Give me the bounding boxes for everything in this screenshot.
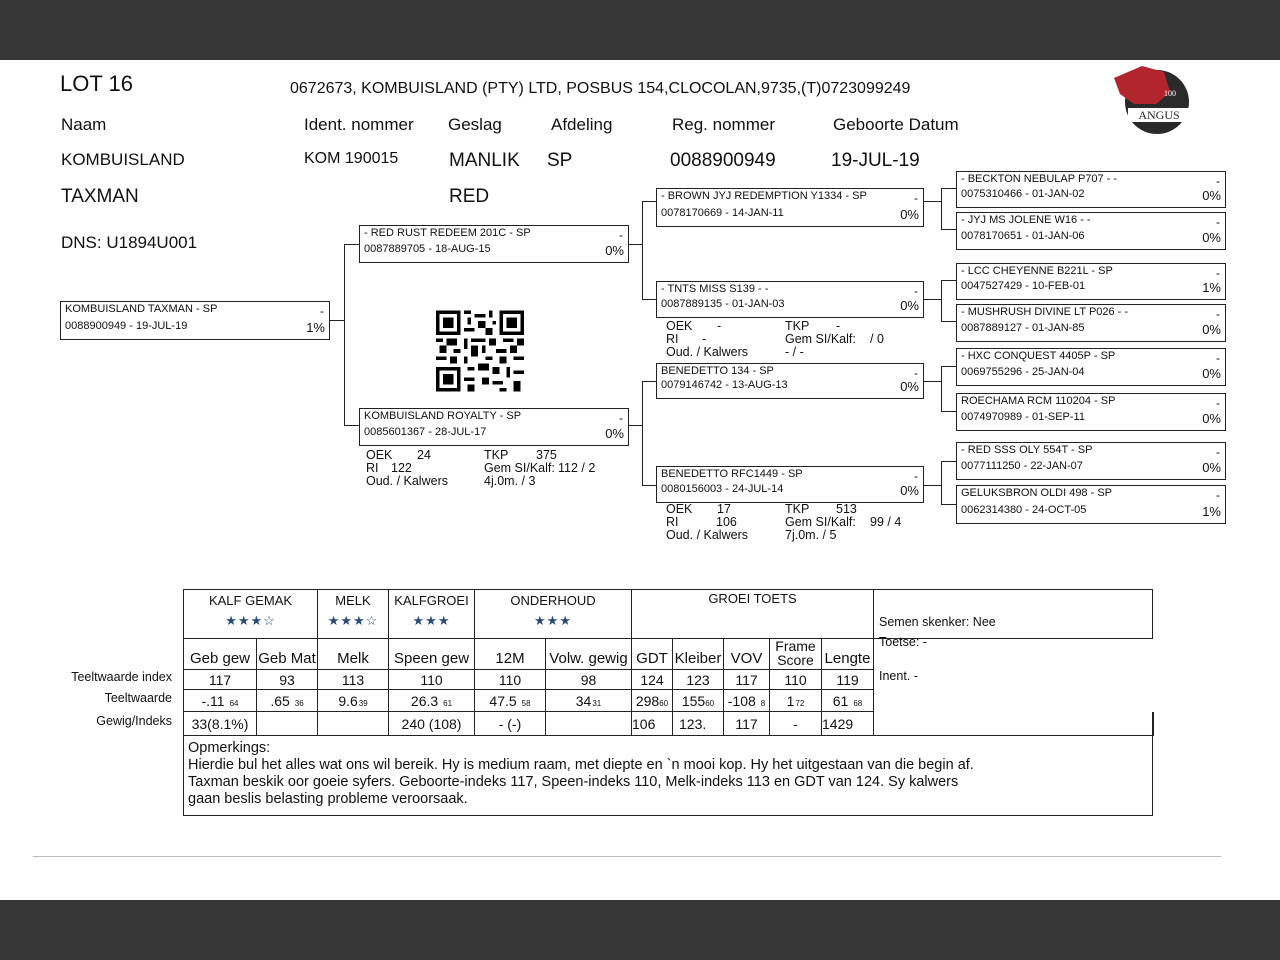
pedigree-sire: - RED RUST REDEEM 201C - SP - 0087889705 - 18-AUG-15 0% bbox=[359, 225, 629, 263]
label-naam: Naam bbox=[61, 115, 107, 134]
vaccination: Inent. - bbox=[879, 669, 918, 683]
pedigree-sds: - LCC CHEYENNE B221L - SP - 0047527429 - 10-FEB-01 1% bbox=[956, 263, 1226, 300]
col-vov: VOV bbox=[724, 639, 770, 670]
pedigree-name: KOMBUISLAND TAXMAN - SP bbox=[65, 303, 218, 315]
col-gdt: GDT bbox=[632, 639, 673, 670]
animal-sex: MANLIK bbox=[449, 150, 520, 171]
label-geboorte: Geboorte Datum bbox=[833, 115, 959, 134]
pedigree-dam-dam: BENEDETTO RFC1449 - SP - 0080156003 - 24-JUL-14 0% bbox=[656, 466, 924, 503]
col-melk: Melk bbox=[318, 639, 389, 670]
row-weight: 33(8.1%) 240 (108) - (-) 106 123. 117 - 1429 bbox=[184, 712, 1154, 736]
performance-table bbox=[183, 589, 1154, 816]
logo-badge: 100 bbox=[1164, 89, 1176, 98]
col-speen-gew: Speen gew bbox=[389, 639, 475, 670]
animal-colour: RED bbox=[449, 186, 490, 207]
col-12m: 12M bbox=[475, 639, 546, 670]
remarks-line: gaan beslis belasting probleme veroorsaak. bbox=[188, 791, 468, 807]
side-info bbox=[874, 615, 1153, 736]
pedigree-dss: - HXC CONQUEST 4405P - SP - 0069755296 - 25-JAN-04 0% bbox=[956, 348, 1226, 386]
semen-donor: Semen skenker: Nee bbox=[879, 615, 996, 629]
col-kleiber: Kleiber bbox=[673, 639, 724, 670]
col-frame-score: Frame Score bbox=[770, 639, 822, 670]
divider bbox=[33, 856, 1221, 857]
category-groei-toets: GROEI TOETS bbox=[632, 590, 874, 639]
col-lengte: Lengte bbox=[822, 639, 874, 670]
col-geb-gew: Geb gew bbox=[184, 639, 257, 670]
star-rating-icon: ★★★ bbox=[534, 613, 572, 628]
col-volw-gewig: Volw. gewig bbox=[546, 639, 632, 670]
remarks-title: Opmerkings: bbox=[188, 740, 271, 756]
angus-logo bbox=[1112, 64, 1194, 134]
pedigree-pct: 1% bbox=[306, 320, 325, 335]
logo-text: ANGUS bbox=[1138, 108, 1180, 122]
pedigree-sire-dam: - TNTS MISS S139 - - - 0087889135 - 01-JAN-03 0% bbox=[656, 281, 924, 318]
pedigree-ddd: GELUKSBRON OLDI 498 - SP - 0062314380 - 24-OCT-05 1% bbox=[956, 485, 1226, 524]
col-geb-mat: Geb Mat bbox=[257, 639, 318, 670]
tests: Toetse: - bbox=[879, 634, 927, 649]
star-rating-icon: ★★★ bbox=[412, 613, 451, 628]
lot-number: LOT 16 bbox=[60, 71, 133, 96]
pedigree-reg-date: 0088900949 - 19-JUL-19 bbox=[65, 320, 188, 332]
row-ebv: -.11 64 .65 36 9.639 26.3 61 47.5 58 3431 29860 15560 -108 8 172 61 68 bbox=[184, 690, 1154, 712]
animal-dob: 19-JUL-19 bbox=[831, 150, 920, 171]
animal-name-1: KOMBUISLAND bbox=[61, 150, 185, 169]
label-reg: Reg. nommer bbox=[672, 115, 775, 134]
animal-dns: DNS: U1894U001 bbox=[61, 233, 198, 252]
animal-ident: KOM 190015 bbox=[304, 150, 399, 167]
animal-section: SP bbox=[547, 150, 573, 171]
breeder-line: 0672673, KOMBUISLAND (PTY) LTD, POSBUS 154,CLOCOLAN,9735,(T)0723099249 bbox=[290, 80, 911, 97]
category-melk: MELK ★★★☆ bbox=[318, 590, 389, 639]
animal-reg: 0088900949 bbox=[670, 150, 776, 171]
row-index: 117 93 113 110 110 98 124 123 117 110 119 bbox=[184, 670, 1154, 690]
pedigree-dds: - RED SSS OLY 554T - SP - 0077111250 - 22-JAN-07 0% bbox=[956, 442, 1226, 480]
category-kalf-gemak: KALF GEMAK ★★★☆ bbox=[184, 590, 318, 639]
row-label-index: Teeltwaarde index bbox=[71, 670, 172, 684]
category-kalfgroei: KALFGROEI ★★★ bbox=[389, 590, 475, 639]
row-label-weight: Gewig/Indeks bbox=[96, 714, 172, 728]
pedigree-dsd: ROECHAMA RCM 110204 - SP - 0074970989 - 01-SEP-11 0% bbox=[956, 393, 1226, 431]
pedigree-sire-sire: - BROWN JYJ REDEMPTION Y1334 - SP - 0078170669 - 14-JAN-11 0% bbox=[656, 188, 924, 227]
pedigree-dam: KOMBUISLAND ROYALTY - SP - 0085601367 - 28-JUL-17 0% bbox=[359, 408, 629, 446]
pedigree-sss: - BECKTON NEBULAP P707 - - - 0075310466 - 01-JAN-02 0% bbox=[956, 171, 1226, 208]
category-onderhoud: ONDERHOUD ★★★ bbox=[475, 590, 632, 639]
pedigree-ssd: - JYJ MS JOLENE W16 - - - 0078170651 - 01-JAN-06 0% bbox=[956, 212, 1226, 250]
row-label-ebv: Teeltwaarde bbox=[104, 691, 172, 705]
pedigree-subject: KOMBUISLAND TAXMAN - SP - 0088900949 - 19-JUL-19 1% bbox=[60, 301, 330, 340]
label-ident: Ident. nommer bbox=[304, 115, 414, 134]
label-geslag: Geslag bbox=[448, 115, 502, 134]
pedigree-sdd: - MUSHRUSH DIVINE LT P026 - - - 0087889127 - 01-JAN-85 0% bbox=[956, 304, 1226, 342]
remarks-line: Hierdie bul het alles wat ons wil bereik. Hy is medium raam, met diepte en `n mooi kop. Hy het uitgestaan van die begin af. bbox=[188, 757, 974, 773]
label-afdeling: Afdeling bbox=[551, 115, 613, 134]
side-header-blank bbox=[874, 590, 1153, 639]
star-rating-icon: ★★★☆ bbox=[327, 613, 379, 628]
animal-name-2: TAXMAN bbox=[61, 186, 139, 207]
star-rating-icon: ★★★☆ bbox=[225, 613, 276, 628]
qr-code-icon bbox=[436, 310, 524, 392]
remarks-line: Taxman beskik oor goeie syfers. Geboorte-indeks 117, Speen-indeks 110, Melk-indeks 113 en GDT van 124. Sy kalwers bbox=[188, 774, 959, 790]
pedigree-dam-sire: BENEDETTO 134 - SP - 0079146742 - 13-AUG-13 0% bbox=[656, 363, 924, 399]
remarks bbox=[184, 736, 1153, 816]
bottom-bar bbox=[0, 900, 1280, 960]
top-bar bbox=[0, 0, 1280, 60]
